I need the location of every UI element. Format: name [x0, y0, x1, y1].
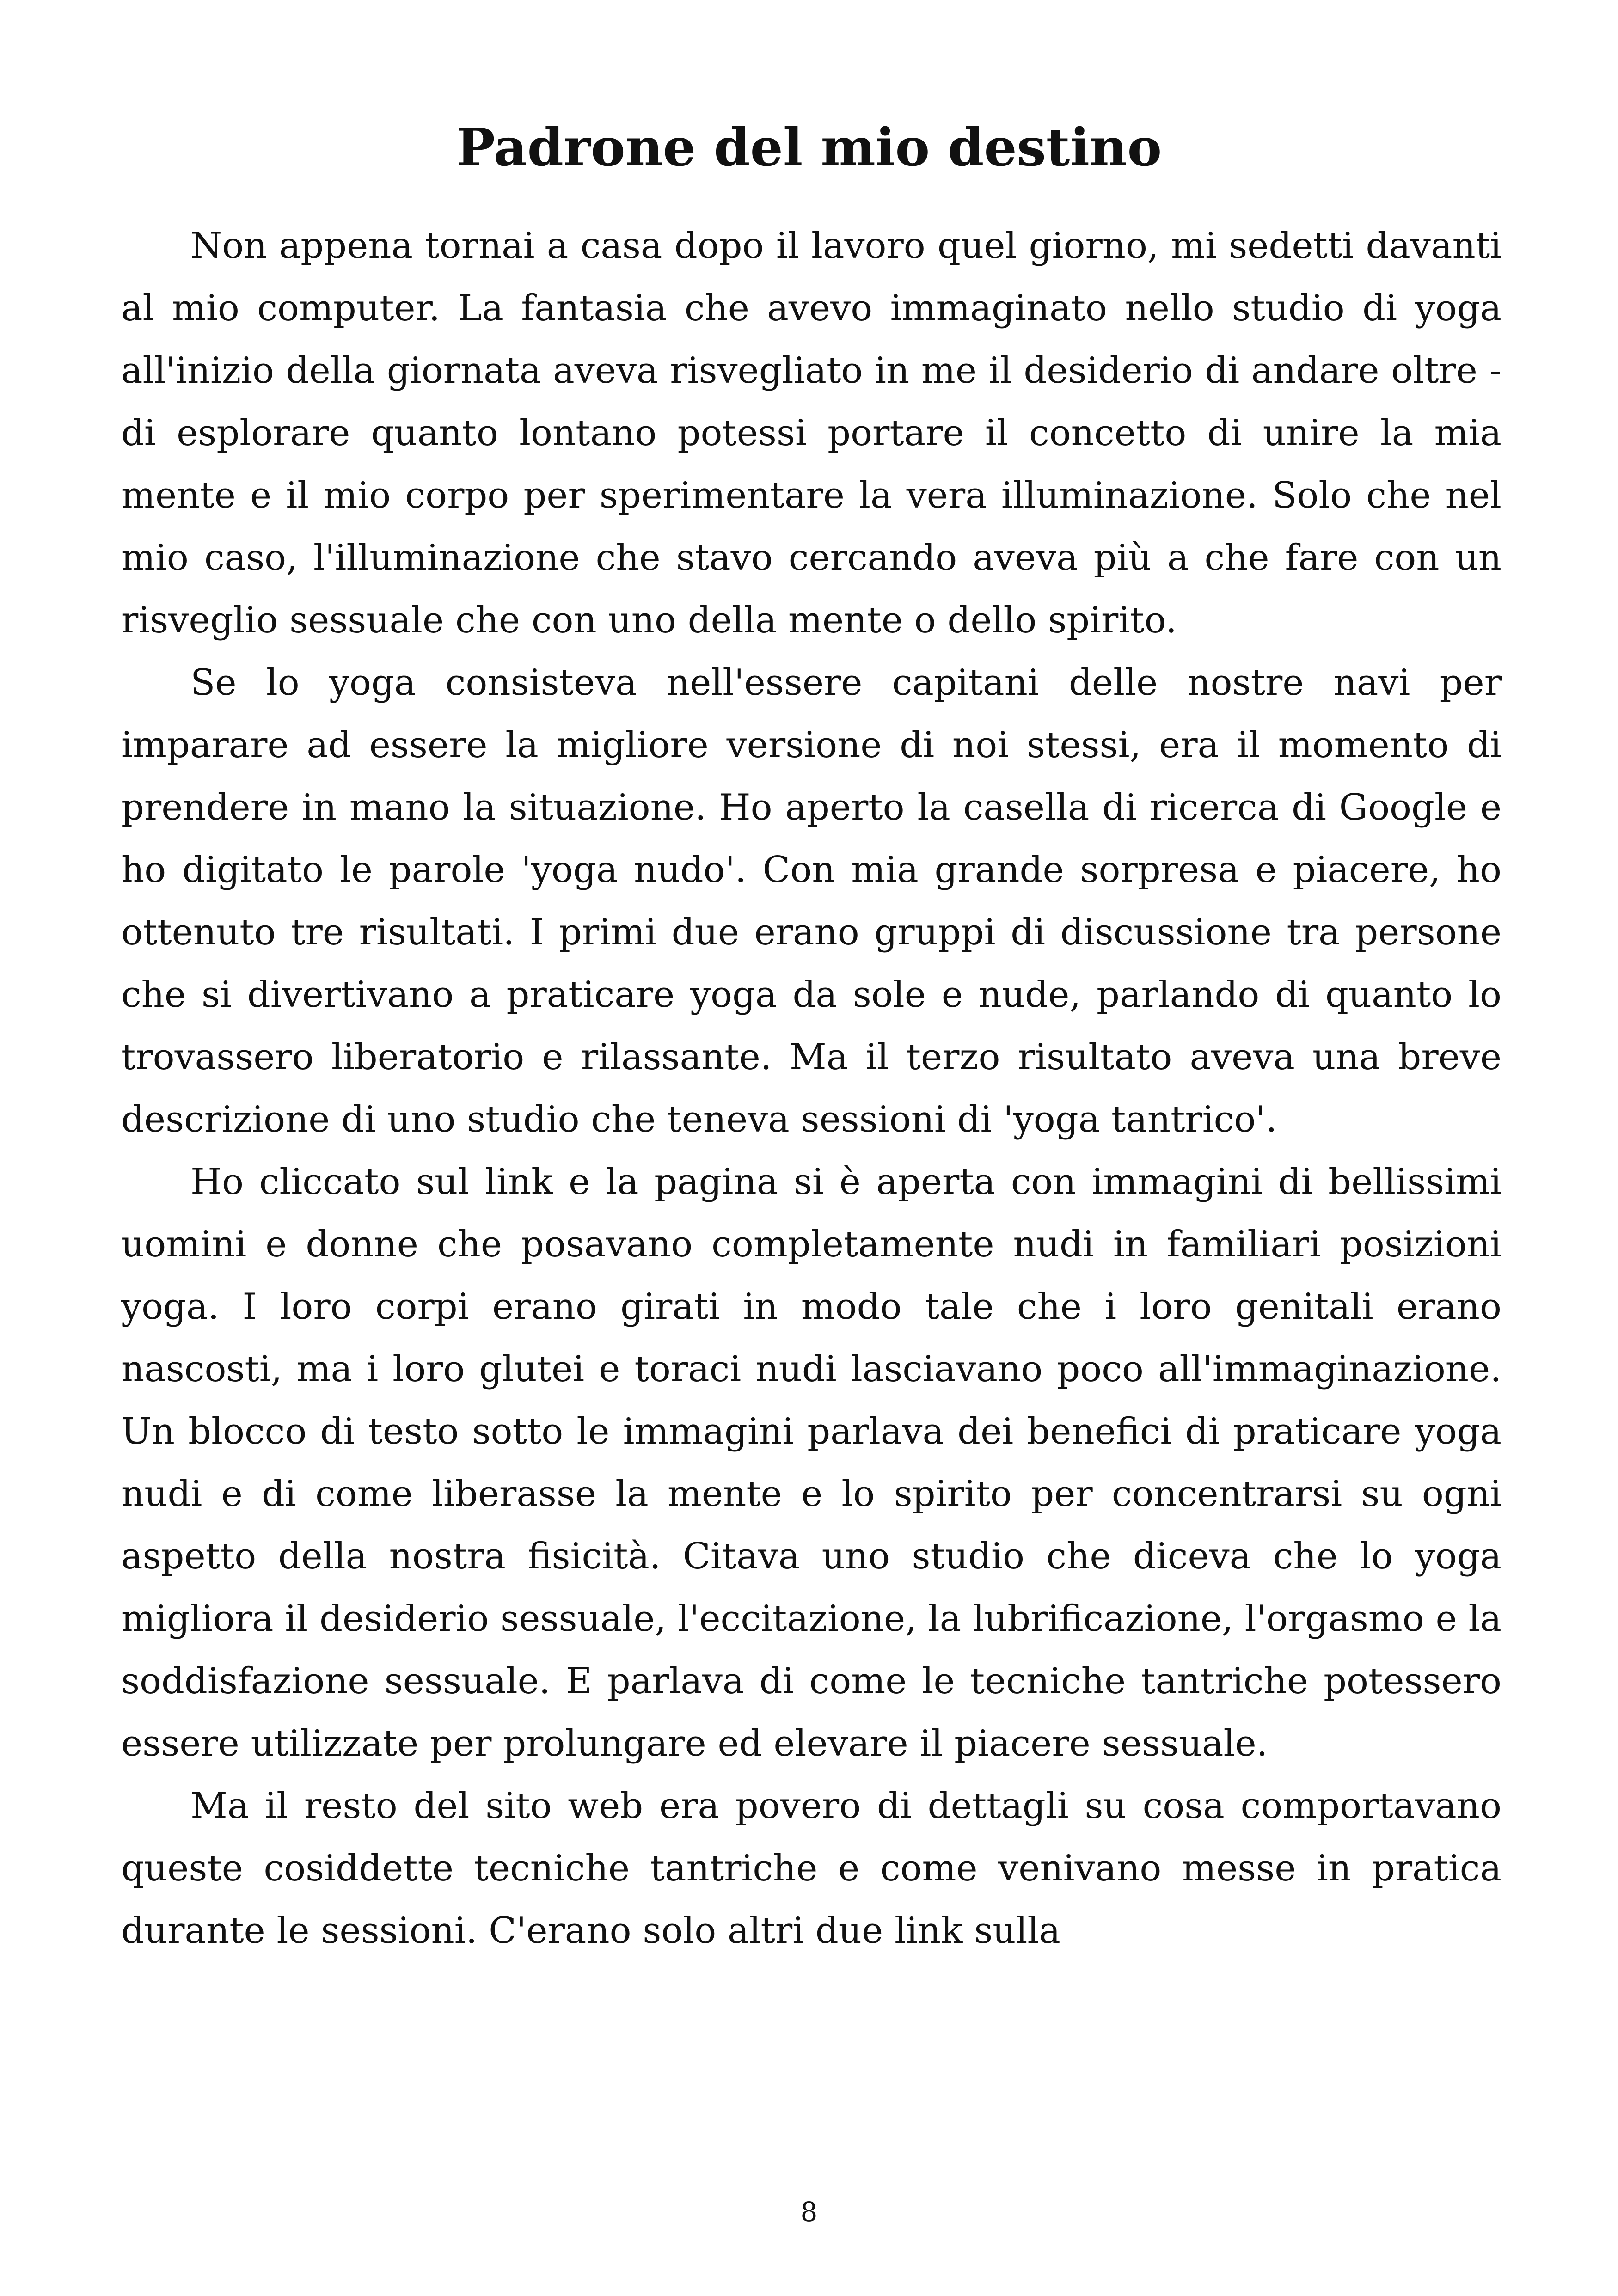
paragraph: Ho cliccato sul link e la pagina si è aperta con immagini di bellissimi uomini e donne che posavano completamente nudi in familiari posizioni yoga. I loro corpi erano girati in modo tale che i loro genitali erano nascosti, ma i loro glutei e toraci nudi lasciavano poco all'immaginazione. Un blocco di testo sotto le immagini parlava dei benefici di praticare yoga nudi e di come liberasse la mente e lo spirito per concentrarsi su ogni aspetto della nostra fisicità. Citava uno studio che diceva che lo yoga migliora il desiderio sessuale, l'eccitazione, la lubrificazione, l'orgasmo e la soddisfazione sessuale. E parlava di come le tecniche tantriche potessero essere utilizzate per prolungare ed elevare il piacere sessuale. — [121, 1161, 1502, 1764]
page-number: 8 — [800, 2196, 818, 2228]
paragraph: Non appena tornai a casa dopo il lavoro quel giorno, mi sedetti davanti al mio computer. La fantasia che avevo immaginato nello studio di yoga all'inizio della giornata aveva risvegliato in me il desiderio di andare oltre - di esplorare quanto lontano potessi portare il concetto di unire la mia mente e il mio corpo per sperimentare la vera illuminazione. Solo che nel mio caso, l'illuminazione che stavo cercando aveva più a che fare con un risveglio sessuale che con uno della mente o dello spirito. — [121, 225, 1502, 641]
paragraph: Se lo yoga consisteva nell'essere capitani delle nostre navi per imparare ad essere la migliore versione di noi stessi, era il momento di prendere in mano la situazione. Ho aperto la casella di ricerca di Google e ho digitato le parole 'yoga nudo'. Con mia grande sorpresa e piacere, ho ottenuto tre risultati. I primi due erano gruppi di discussione tra persone che si divertivano a praticare yoga da sole e nude, parlando di quanto lo trovassero liberatorio e rilassante. Ma il terzo risultato aveva una breve descrizione di uno studio che teneva sessioni di 'yoga tantrico'. — [121, 662, 1502, 1140]
page-title: Padrone del mio destino — [456, 117, 1162, 178]
body-text — [121, 215, 1502, 1962]
paragraph: Ma il resto del sito web era povero di dettagli su cosa comportavano queste cosiddette tecniche tantriche e come venivano messe in pratica durante le sessioni. C'erano solo altri due link sulla — [121, 1785, 1502, 1952]
